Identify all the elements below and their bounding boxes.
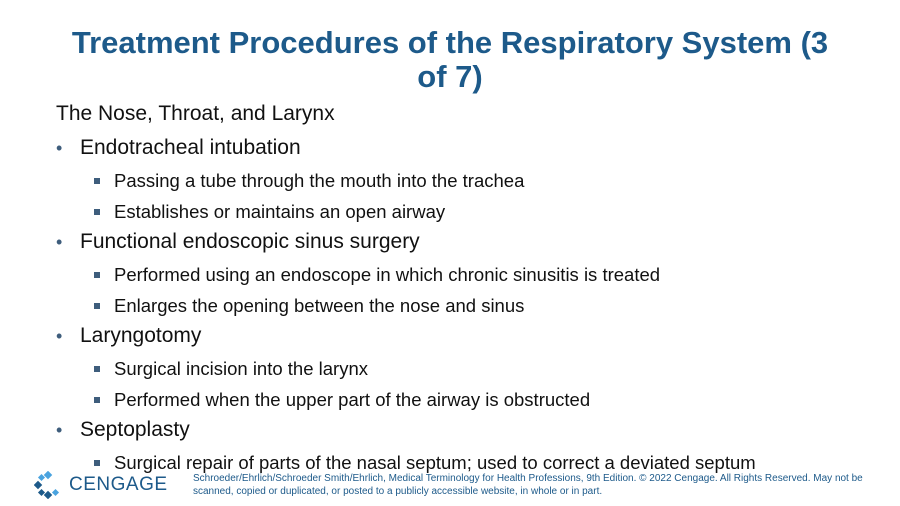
cengage-logo-icon — [34, 471, 62, 499]
logo-text: CENGAGE — [69, 474, 168, 495]
sub-bullet-item — [92, 169, 886, 193]
square-bullet-icon — [92, 357, 114, 381]
bullet-dot-icon: • — [56, 232, 63, 252]
square-bullet-icon — [92, 169, 114, 193]
bullet-text: Endotracheal intubation — [80, 136, 301, 159]
sub-bullet-item — [92, 263, 886, 287]
bullet-item — [56, 322, 886, 350]
sub-bullet-item — [92, 294, 886, 318]
square-bullet-icon — [92, 294, 114, 318]
copyright-notice: Schroeder/Ehrlich/Schroeder Smith/Ehrlich, Medical Terminology for Health Professions, 9th Edition. © 2022 Cengage. All Rights Reserved. May not be scanned, copied or duplicated, or posted to a publicly accessible website, in whole or in part. — [193, 473, 863, 497]
section-endotracheal-intubation — [56, 134, 886, 224]
sub-bullet-text: Performed when the upper part of the airway is obstructed — [114, 389, 591, 410]
bullet-text: Laryngotomy — [80, 324, 202, 347]
section-functional-endoscopic-sinus-surgery — [56, 228, 886, 318]
bullet-item — [56, 134, 886, 162]
sub-bullet-text: Enlarges the opening between the nose and sinus — [114, 295, 525, 316]
square-bullet-icon — [92, 388, 114, 412]
sub-bullet-text: Surgical repair of parts of the nasal septum; used to correct a deviated septum — [114, 452, 756, 473]
cengage-logo — [34, 470, 168, 500]
square-bullet-icon — [92, 200, 114, 224]
section-laryngotomy — [56, 322, 886, 412]
bullet-item — [56, 416, 886, 444]
slide-title: Treatment Procedures of the Respiratory System (3 of 7) — [71, 25, 829, 94]
sub-bullet-item — [92, 357, 886, 381]
slide-subtitle: The Nose, Throat, and Larynx — [56, 102, 335, 125]
sub-bullet-text: Passing a tube through the mouth into the trachea — [114, 170, 525, 191]
square-bullet-icon — [92, 263, 114, 287]
bullet-dot-icon: • — [56, 420, 63, 440]
bullet-item — [56, 228, 886, 256]
bullet-dot-icon: • — [56, 326, 63, 346]
sub-bullet-item — [92, 388, 886, 412]
sub-bullet-text: Establishes or maintains an open airway — [114, 201, 446, 222]
bullet-text: Septoplasty — [80, 418, 190, 441]
bullet-text: Functional endoscopic sinus surgery — [80, 230, 420, 253]
sub-bullet-item — [92, 200, 886, 224]
bullet-list — [56, 131, 886, 479]
bullet-dot-icon: • — [56, 138, 63, 158]
sub-bullet-text: Surgical incision into the larynx — [114, 358, 368, 379]
section-septoplasty — [56, 416, 886, 475]
sub-bullet-text: Performed using an endoscope in which chronic sinusitis is treated — [114, 264, 661, 285]
